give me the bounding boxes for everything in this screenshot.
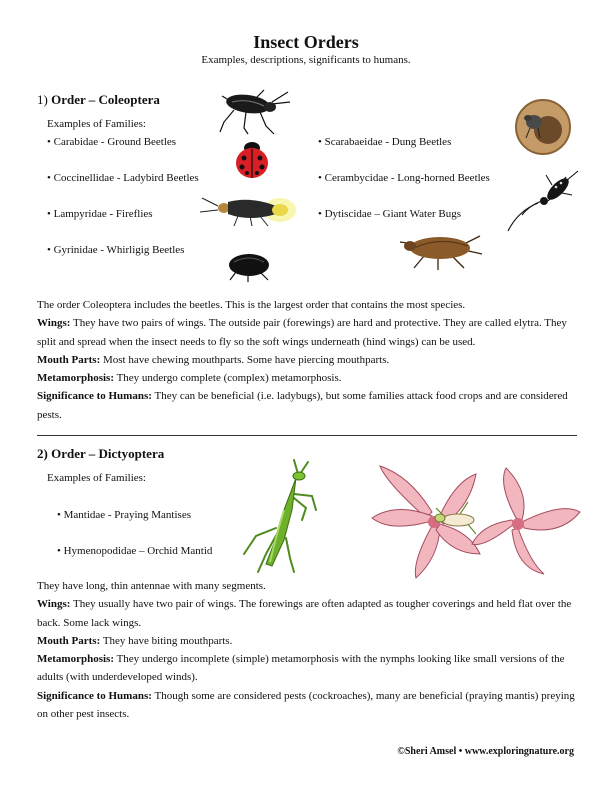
families-label: Examples of Families:	[47, 472, 146, 484]
ground-beetle-illustration	[212, 88, 292, 136]
metamorphosis-paragraph	[37, 650, 577, 687]
family-item: • Hymenopodidae – Orchid Mantid	[57, 545, 213, 557]
wings-text: They have two pairs of wings. The outside pair (forewings) are hard and protective. They are called elytra. They split and spread when the insect needs to fly so the soft wings underneath (hind wings) can be used.	[37, 317, 567, 348]
mouth-text: Most have chewing mouthparts. Some have piercing mouthparts.	[103, 353, 390, 366]
families-label: Examples of Families:	[47, 118, 146, 130]
mouth-paragraph	[37, 632, 577, 650]
wings-paragraph	[37, 595, 577, 632]
giant-water-bug-illustration	[394, 226, 484, 272]
family-item: • Lampyridae - Fireflies	[47, 208, 153, 220]
orchid-mantis-illustration	[366, 462, 586, 582]
whirligig-beetle-illustration	[226, 250, 272, 284]
mouth-label: Mouth Parts:	[37, 634, 101, 647]
metamorphosis-label: Metamorphosis:	[37, 653, 114, 666]
order-heading-dictyoptera	[37, 446, 164, 462]
wings-paragraph	[37, 314, 577, 351]
page-title: Insect Orders	[253, 32, 359, 52]
mouth-text: They have biting mouthparts.	[102, 634, 233, 647]
firefly-illustration	[198, 192, 298, 228]
significance-label: Significance to Humans:	[37, 689, 152, 702]
mouth-label: Mouth Parts:	[37, 353, 101, 366]
metamorphosis-paragraph	[37, 369, 577, 387]
family-item: • Coccinellidae - Ladybird Beetles	[47, 172, 199, 184]
family-item: • Mantidae - Praying Mantises	[57, 509, 191, 521]
order-number: 1)	[37, 92, 48, 107]
dung-beetle-illustration	[514, 98, 572, 156]
long-horned-beetle-illustration	[500, 165, 580, 237]
order-number: 2)	[37, 446, 48, 461]
family-item: • Scarabaeidae - Dung Beetles	[318, 136, 452, 148]
mouth-paragraph	[37, 351, 577, 369]
family-item: • Cerambycidae - Long-horned Beetles	[318, 172, 490, 184]
ladybird-beetle-illustration	[230, 138, 274, 182]
intro-text: They have long, thin antennae with many segments.	[37, 580, 266, 592]
wings-label: Wings:	[37, 598, 71, 611]
significance-paragraph	[37, 687, 577, 724]
praying-mantis-illustration	[236, 458, 336, 574]
dictyoptera-description	[37, 577, 577, 723]
metamorphosis-text: They undergo complete (complex) metamorphosis.	[116, 372, 342, 385]
family-item: • Gyrinidae - Whirligig Beetles	[47, 244, 185, 256]
wings-text: They usually have two pair of wings. The forewings are often adapted as tougher coverings and held flat over the back. Some lack wings.	[37, 598, 572, 629]
wings-label: Wings:	[37, 317, 71, 330]
coleoptera-description	[37, 296, 577, 424]
significance-text: They can be beneficial (i.e. ladybugs), but some families attack food crops and are considered pests.	[37, 390, 568, 421]
metamorphosis-text: They undergo incomplete (simple) metamorphosis with the nymphs looking like small versions of the adults (with underdeveloped winds).	[37, 653, 565, 684]
significance-text: Though some are considered pests (cockroaches), many are beneficial (praying mantis) preying on other pest insects.	[37, 689, 575, 721]
section-divider	[37, 435, 577, 436]
order-name: Order – Dictyoptera	[51, 446, 165, 461]
intro-text: The order Coleoptera includes the beetles. This is the largest order that contains the most species.	[37, 299, 466, 311]
footer-credit: ©Sheri Amsel • www.exploringnature.org	[397, 746, 574, 757]
order-name: Order – Coleoptera	[51, 92, 160, 107]
page-subtitle: Examples, descriptions, significants to humans.	[201, 54, 411, 66]
order-heading-coleoptera	[37, 92, 160, 108]
family-item: • Carabidae - Ground Beetles	[47, 136, 177, 148]
family-item: • Dytiscidae – Giant Water Bugs	[318, 208, 461, 220]
significance-paragraph	[37, 387, 577, 424]
significance-label: Significance to Humans:	[37, 390, 152, 403]
metamorphosis-label: Metamorphosis:	[37, 372, 114, 385]
